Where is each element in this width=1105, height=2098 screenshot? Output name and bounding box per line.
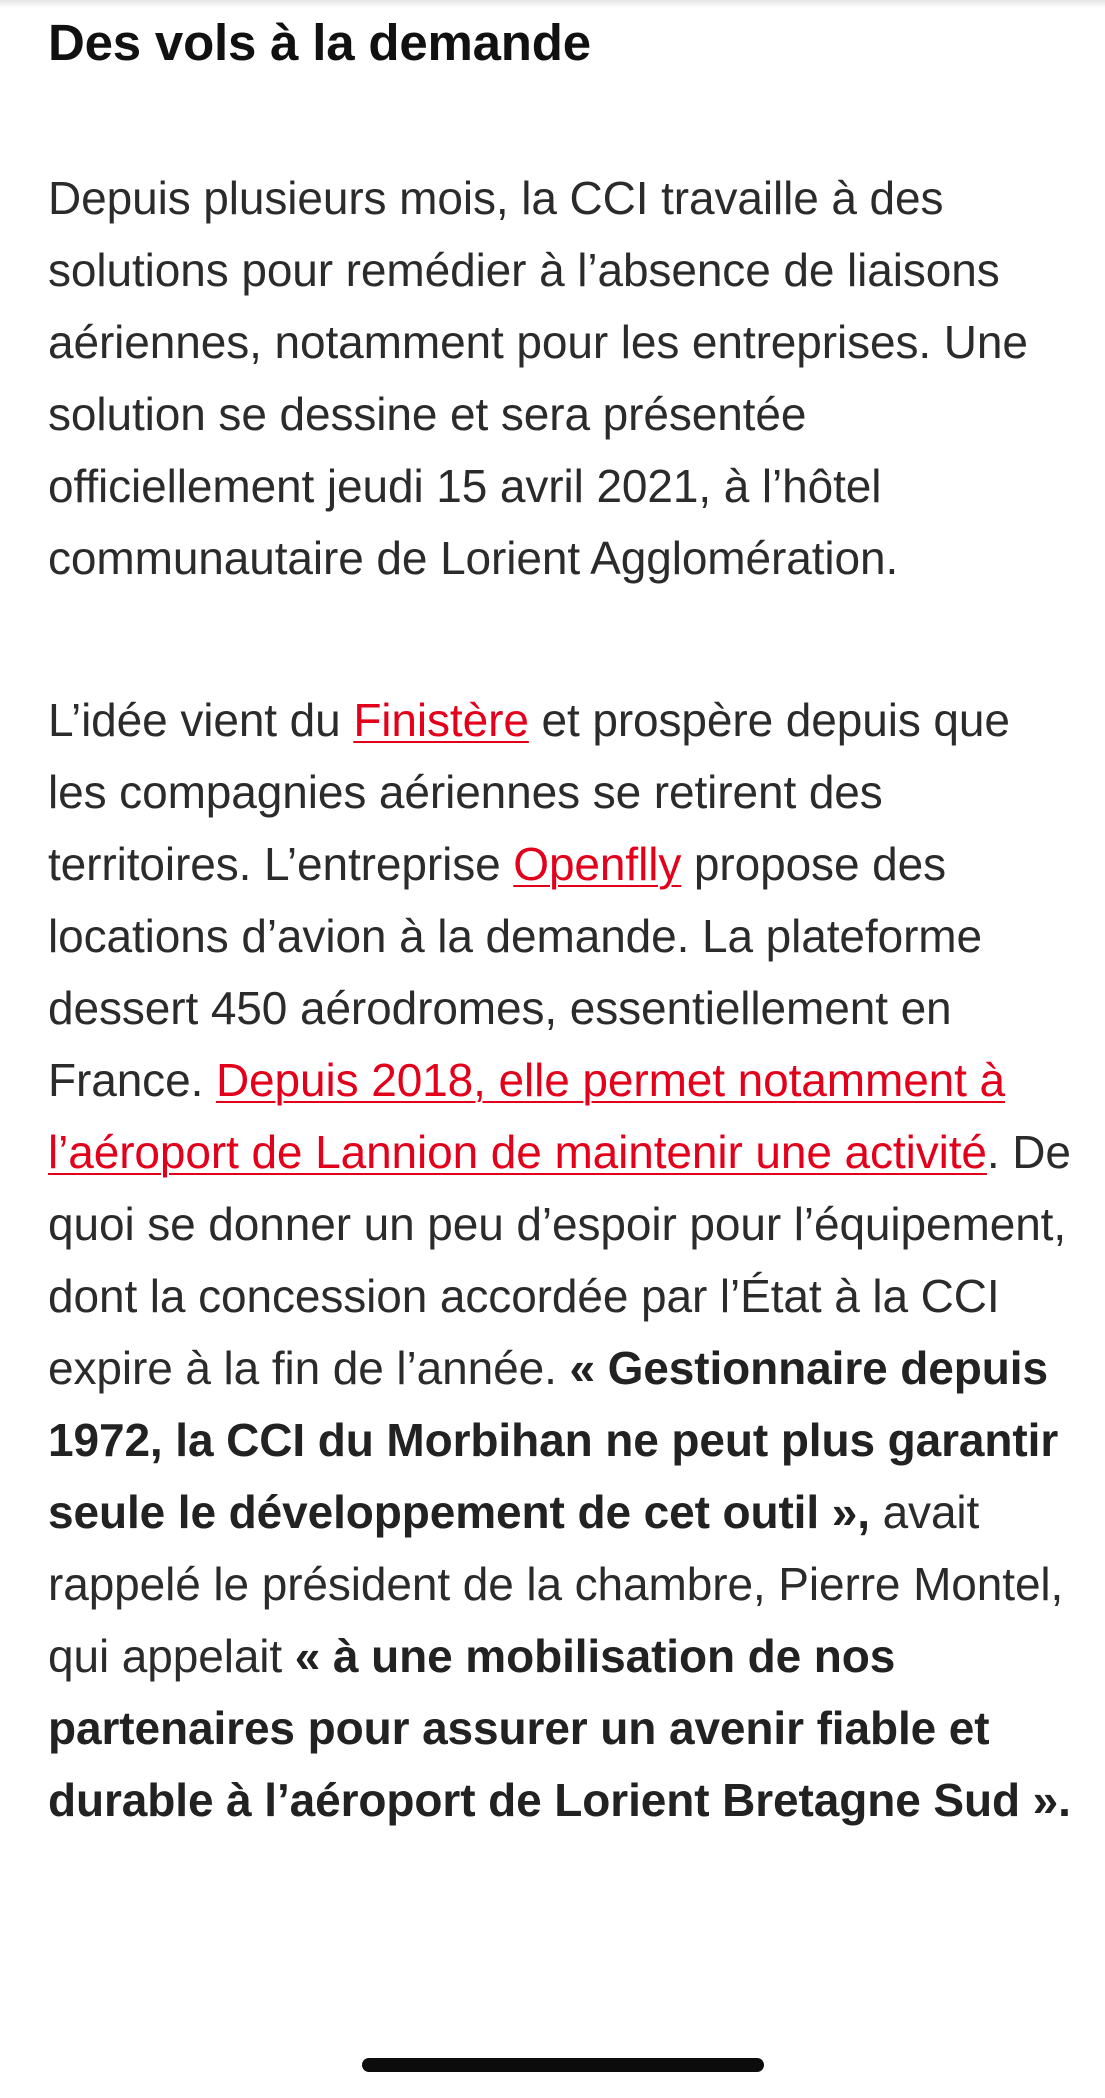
quote-gestionnaire: « Gestionnaire depuis 1972, la CCI du Morbihan ne peut plus garantir seule le développement de cet outil », (48, 1342, 1059, 1538)
paragraph-text: . De quoi se donner un peu d’espoir pour l’équipement, dont la concession accordée par l’État à la CCI expire à la fin de l’année. (48, 1126, 1071, 1394)
paragraph-details (48, 684, 1078, 1836)
quote-mobilisation: « à une mobilisation de nos partenaires pour assurer un avenir fiable et durable à l’aéroport de Lorient Bretagne Sud ». (48, 1630, 1071, 1826)
link-openflly[interactable]: Openflly (513, 838, 682, 890)
link-lannion-article[interactable]: Depuis 2018, elle permet notamment à l’aéroport de Lannion de maintenir une activité (48, 1054, 1006, 1178)
paragraph-text: propose des locations d’avion à la demande. La plateforme dessert 450 aérodromes, essentiellement en France. (48, 838, 982, 1106)
paragraph-text: avait rappelé le président de la chambre, Pierre Montel, qui appelait (48, 1486, 1064, 1682)
paragraph-text: L’idée vient du (48, 694, 354, 746)
paragraph-text: et prospère depuis que les compagnies aériennes se retirent des territoires. L’entreprise (48, 694, 1010, 890)
home-indicator[interactable] (362, 2058, 764, 2072)
section-heading: Des vols à la demande (48, 14, 591, 71)
article-body (48, 0, 1078, 1836)
link-finistere[interactable]: Finistère (353, 694, 529, 746)
paragraph-intro: Depuis plusieurs mois, la CCI travaille à des solutions pour remédier à l’absence de liaisons aériennes, notamment pour les entreprises. Une solution se dessine et sera présentée officiellement jeudi 15 avril 2021, à l’hôtel communautaire de Lorient Agglomération. (48, 172, 1028, 584)
